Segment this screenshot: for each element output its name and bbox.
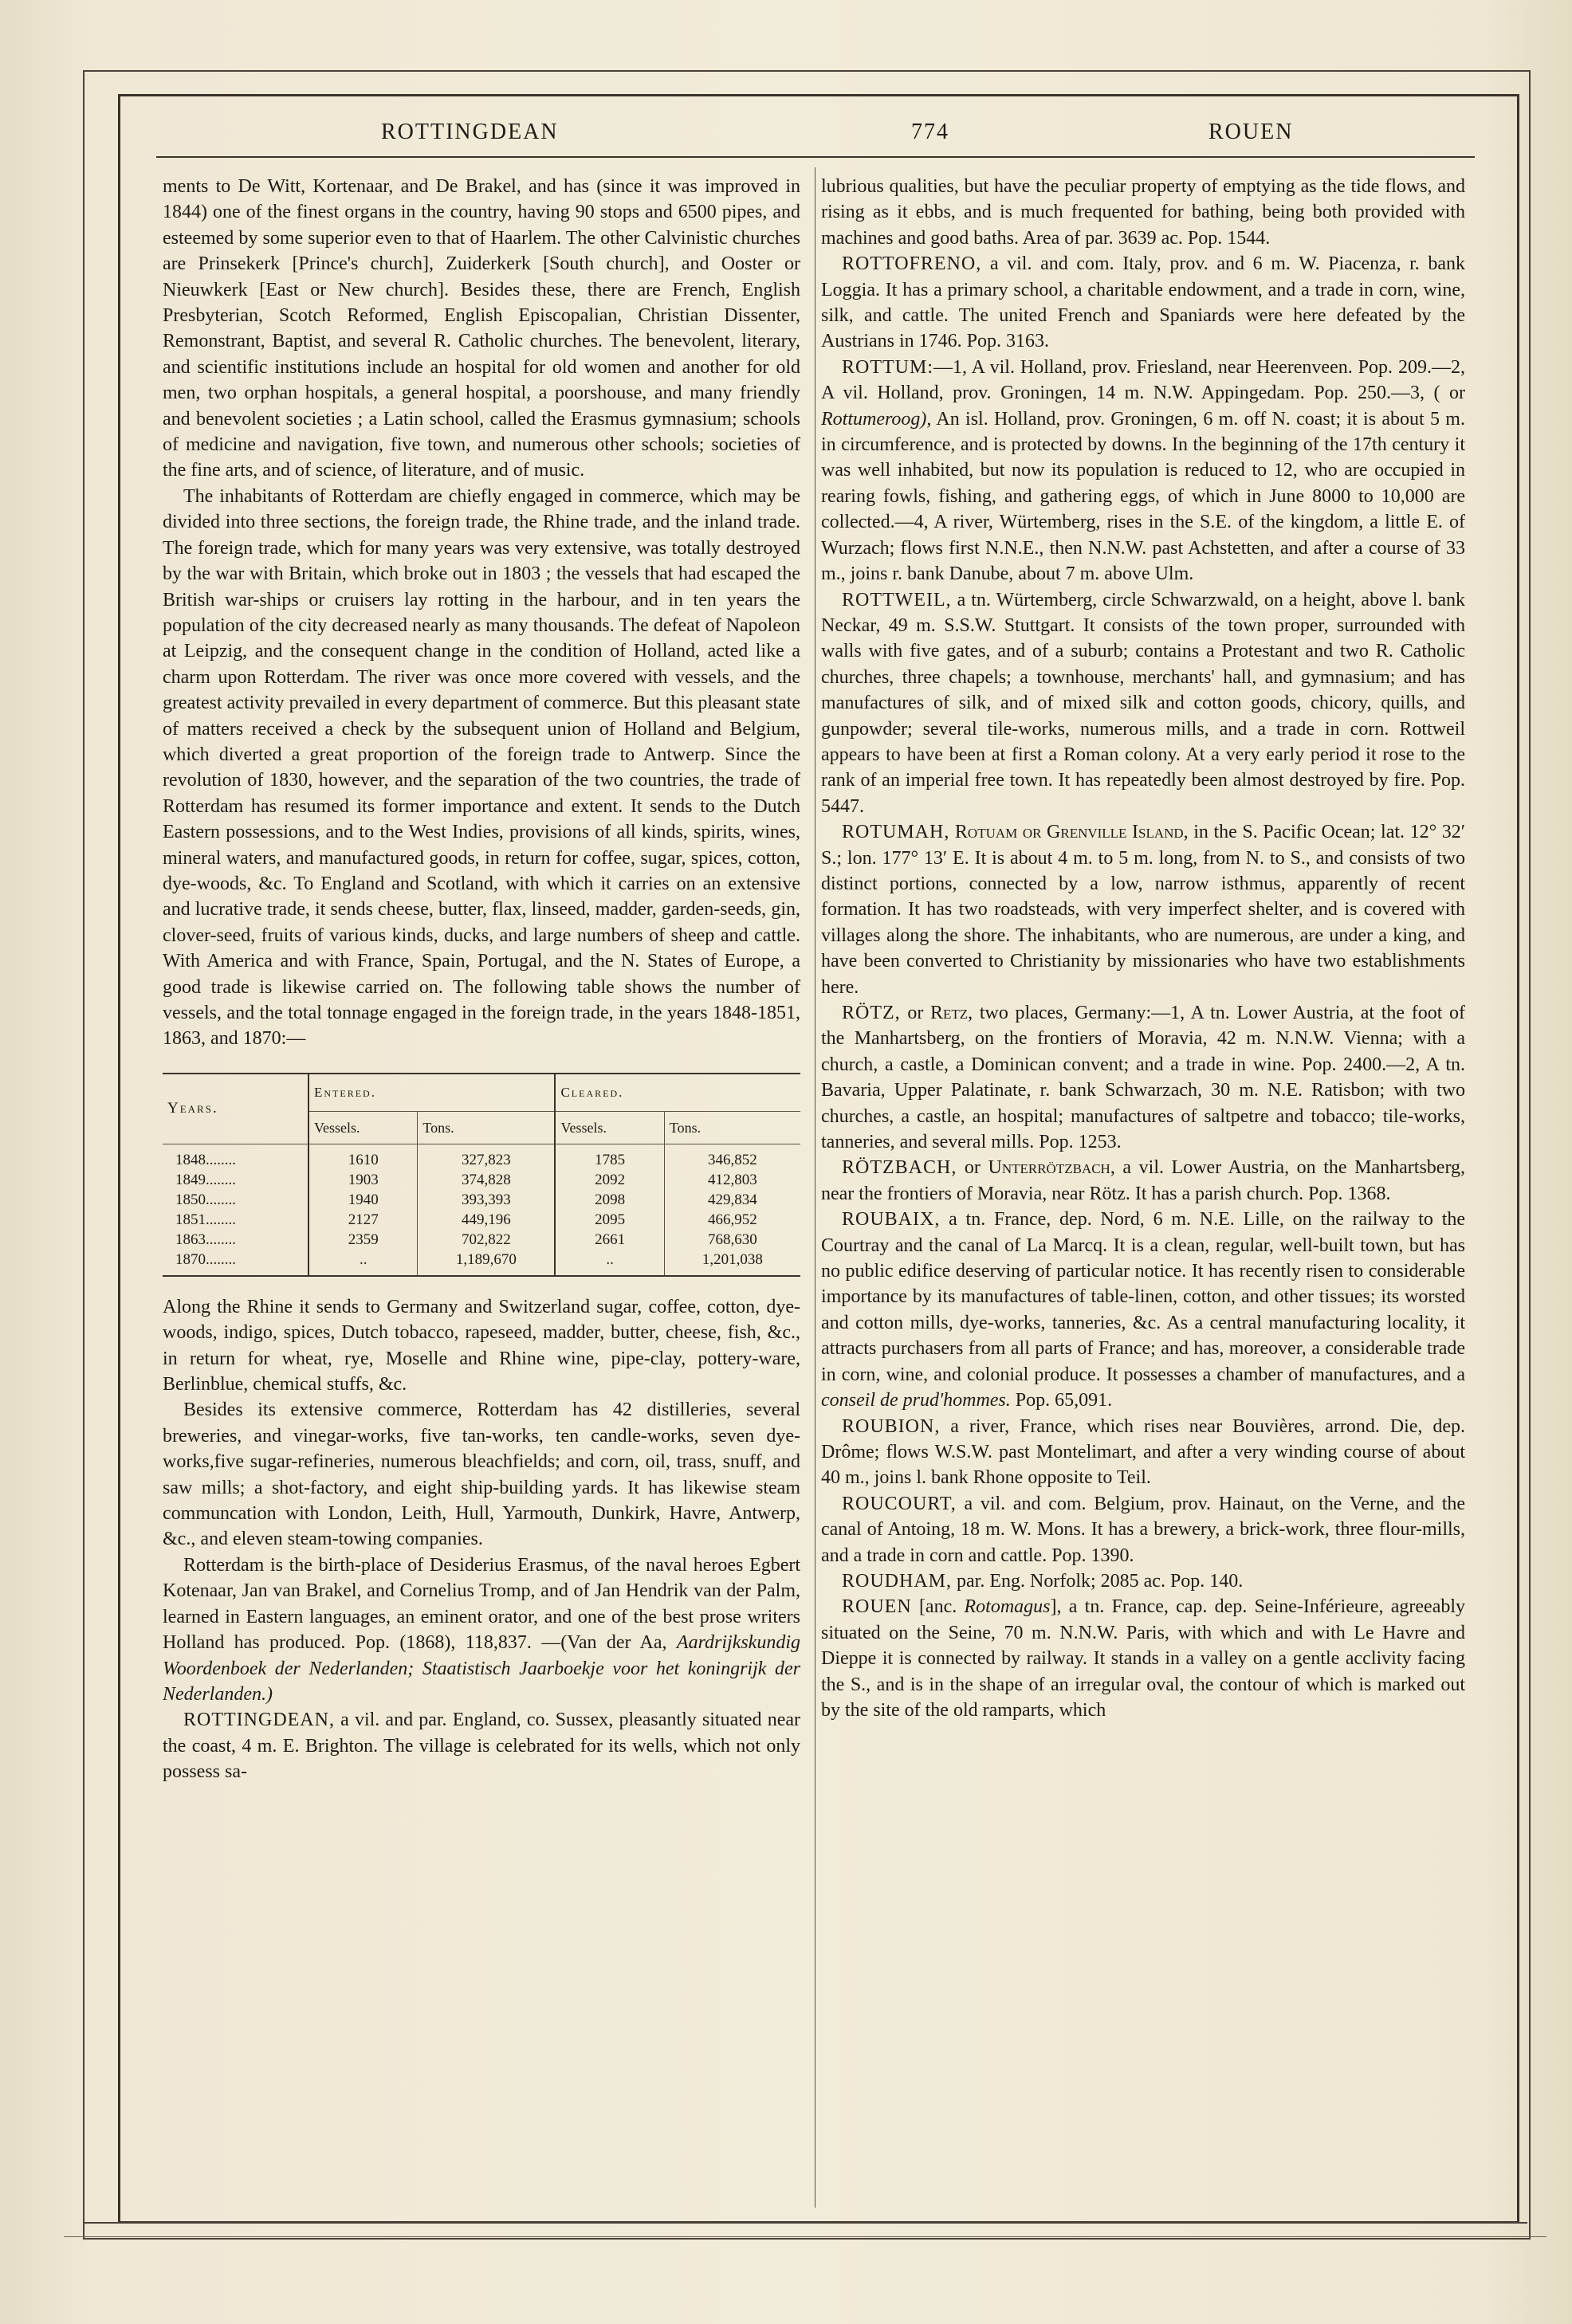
cleared-vessels-cell: 2098 — [555, 1191, 664, 1211]
entry-rotumah — [821, 819, 1465, 1000]
right-column — [821, 174, 1465, 1723]
table-row — [163, 1211, 800, 1231]
entry-text: a river, France, which rises near Bouvières, arrond. Die, dep. Drôme; flows W.S.W. past Montelimart, and after a very winding course of about 40 m., joins l. bank Rhone opposite to Teil. — [821, 1415, 1465, 1489]
entry-roubion — [821, 1414, 1465, 1491]
entry-rottum — [821, 355, 1465, 587]
entry-rotz — [821, 1000, 1465, 1155]
entry-small-caps: Rotuam or Grenville Island, — [954, 822, 1189, 843]
headword: ROUBION, — [842, 1415, 941, 1437]
paragraph-continuation: lubrious qualities, but have the peculiar property of emptying as the tide flows, and rising as it ebbs, and is much frequented for bathing, being both provided with machines and good baths. Area of par. 3639 ac. Pop. 1544. — [821, 176, 1465, 249]
entered-vessels-header: Vessels. — [309, 1111, 418, 1144]
entered-tons-cell: 449,196 — [418, 1211, 556, 1231]
cleared-tons-cell: 346,852 — [664, 1144, 800, 1171]
year-cell: 1850........ — [175, 1191, 236, 1209]
entry-text: ], a tn. France, cap. dep. Seine-Inférieure, agreeably situated on the Seine, 70 m. N.N.W. Paris, with which and with Le Havre and Dieppe it is connected by railway. It stands in a valley on a gentle acclivity facing the S., and is in the shape of an irregular oval, the contour of which is marked out by the site of the old ramparts, which — [821, 1596, 1466, 1721]
entry-text: —1, A vil. Holland, prov. Friesland, near Heerenveen. Pop. 209.—2, A vil. Holland, prov. Groningen, 14 m. N.W. Appingedam. Pop. 250.—3, ( or — [821, 356, 1465, 404]
entered-vessels-cell: 1940 — [309, 1191, 418, 1211]
entry-roucourt — [821, 1491, 1465, 1568]
entry-text: two places, Germany:—1, A tn. Lower Austria, at the foot of the Manhartsberg, on the frontiers of Moravia, 42 m. N.N.W. Vienna; with a church, a castle, a Dominican convent; and a trade in wine. Pop. 2400.—2, A tn. Bavaria, Upper Palatinate, r. bank Schwarzach, 30 m. N.E. Ratisbon; with two churches, a castle, an hospital; manufactures of saltpetre and tobacco; tile-works, tanneries, and several mills. Pop. 1253. — [821, 1003, 1466, 1153]
cleared-vessels-header: Vessels. — [555, 1111, 664, 1144]
cleared-vessels-cell: .. — [555, 1250, 664, 1276]
entered-vessels-cell: 1903 — [309, 1171, 418, 1191]
headword: ROTTOFRENO, — [842, 253, 982, 275]
cleared-tons-cell: 1,201,038 — [664, 1250, 800, 1276]
table-row — [163, 1191, 800, 1211]
paragraph-industry: Besides its extensive commerce, Rotterdam has 42 distilleries, several breweries, and vinegar-works, five tan-works, ten candle-works, seven dye-works,five sugar-refineries, numerous bleachfields; and corn, oil, trass, snuff, and saw mills; a shot-factory, and eight ship-building yards. It has likewise steam communcation with London, Leith, Hull, Yarmouth, Dunkirk, Havre, Antwerp, &c., and eleven steam-towing companies. — [163, 1400, 800, 1550]
years-header: Years. — [163, 1074, 309, 1144]
entry-text: in the S. Pacific Ocean; lat. 12° 32′ S.; lon. 177° 13′ E. It is about 4 m. to 5 m. long, from N. to S., and consists of two distinct portions, connected by a low, narrow isthmus, apparently of recent formation. It has two roadsteads, with very imperfect shelter, and is covered with villages along the shore. The inhabitants, who are numerous, are under a king, and have been converted to Christianity by missionaries who have two establishments here. — [821, 822, 1466, 998]
headword: ROUEN — [842, 1596, 912, 1618]
entry-small-caps: Retz, — [930, 1003, 973, 1023]
headword: ROUDHAM, — [842, 1570, 953, 1592]
entered-tons-cell: 1,189,670 — [418, 1250, 556, 1276]
cleared-tons-header: Tons. — [664, 1111, 800, 1144]
year-cell: 1848........ — [175, 1152, 236, 1169]
entered-vessels-cell: 1610 — [309, 1144, 418, 1171]
entry-text: a vil. and com. Italy, prov. and 6 m. W. Piacenza, r. bank Loggia. It has a primary school, a charitable endowment, and a trade in corn, wine, silk, and cattle. The united French and Spaniards were here defeated by the Austrians in 1746. Pop. 3163. — [821, 253, 1466, 352]
entered-tons-cell: 327,823 — [418, 1144, 556, 1171]
headword: ROTTWEIL, — [842, 589, 952, 610]
running-header — [118, 118, 1515, 153]
headword: RÖTZBACH, — [842, 1157, 957, 1179]
header-right-word: ROUEN — [1208, 120, 1294, 144]
entry-italic: conseil de prud'hommes. — [821, 1390, 1011, 1411]
entered-tons-cell: 702,822 — [418, 1231, 556, 1250]
entry-or: or — [964, 1157, 981, 1179]
trade-table — [163, 1073, 800, 1277]
entry-text: a vil. and com. Belgium, prov. Hainaut, on the Verne, and the canal of Antoing, 18 m. W. Mons. It has a brewery, a brick-work, three flour-mills, and a trade in corn and cattle. Pop. 1390. — [821, 1493, 1466, 1566]
entry-roubaix — [821, 1207, 1465, 1413]
left-column — [163, 174, 800, 1785]
cleared-vessels-cell: 2092 — [555, 1171, 664, 1191]
cleared-tons-cell: 466,952 — [664, 1211, 800, 1231]
entered-header: Entered. — [309, 1074, 555, 1112]
headword: ROUBAIX, — [842, 1209, 941, 1231]
entered-vessels-cell: 2359 — [309, 1231, 418, 1250]
headword: RÖTZ, — [842, 1003, 901, 1023]
page-number: 774 — [911, 120, 949, 144]
year-cell: 1849........ — [175, 1172, 236, 1189]
headword: ROTTINGDEAN, — [183, 1710, 335, 1731]
headword: ROUCOURT, — [842, 1493, 957, 1514]
entry-rotzbach — [821, 1155, 1465, 1207]
entered-vessels-cell: 2127 — [309, 1211, 418, 1231]
citation-italic: Aardrijkskundig Woordenboek der Nederlanden; Staatistisch Jaarboekje voor het koningrijk der Nederlanden.) — [163, 1632, 801, 1705]
entered-vessels-cell: .. — [309, 1250, 418, 1276]
entry-roudham — [821, 1568, 1465, 1594]
cleared-vessels-cell: 1785 — [555, 1144, 664, 1171]
bottom-rule — [83, 2222, 1527, 2224]
entry-text: a vil. Lower Austria, on the Manhartsberg, near the frontiers of Moravia, near Rötz. It has a parish church. Pop. 1368. — [821, 1157, 1465, 1204]
entry-text: Pop. 65,091. — [1015, 1390, 1113, 1411]
entry-text: An isl. Holland, prov. Groningen, 6 m. off N. coast; it is about 5 m. in circumference, and is protected by downs. In the beginning of the 17th century it was well inhabited, but now its population is reduced to 12, who are occupied in rearing fowls, fishing, and gathering eggs, of which in June 8000 to 10,000 are collected.—4, A river, Würtemberg, rises in the S.E. of the kingdom, a little E. of Wurzach; flows first N.N.E., then N.N.W. past Achstetten, and after a course of 33 m., joins r. bank Danube, about 7 m. above Ulm. — [821, 408, 1465, 585]
header-left-word: ROTTINGDEAN — [381, 120, 559, 144]
paragraph-rhine-trade: Along the Rhine it sends to Germany and Switzerland sugar, coffee, cotton, dye-woods, indigo, spices, Dutch tobacco, rapeseed, madder, butter, cheese, fish, &c., in return for wheat, rye, Moselle and Rhine wine, pipe-clay, pottery-ware, Berlinblue, chemical stuffs, &c. — [163, 1296, 800, 1396]
entry-or: or — [907, 1003, 924, 1023]
entry-text: a vil. and par. England, co. Sussex, pleasantly situated near the coast, 4 m. E. Brighton. The village is celebrated for its wells, which not only possess sa- — [163, 1710, 800, 1783]
entry-bracket: [anc. — [918, 1596, 957, 1618]
cleared-tons-cell: 429,834 — [664, 1191, 800, 1211]
headword: ROTUMAH, — [842, 822, 950, 843]
entry-italic: Rotomagus — [964, 1596, 1051, 1618]
paragraph-churches: ments to De Witt, Kortenaar, and De Brakel, and has (since it was improved in 1844) one of the finest organs in the country, having 90 stops and 6500 pipes, and esteemed by some superior even to that of Haarlem. The other Calvinistic churches are Prinsekerk [Prince's church], Zuiderkerk [South church], and Ooster or Nieuwkerk [East or New church]. Besides these, there are French, English Presbyterian, Scotch Reformed, English Episcopalian, Christian Dissenter, Remonstrant, Baptist, and several R. Catholic churches. The benevolent, literary, and scientific institutions include an hospital for old women and another for old men, two orphan hospitals, a general hospital, a poorshouse, and many friendly and benevolent societies ; a Latin school, called the Erasmus gymnasium; schools of medicine and navigation, five town, and numerous other schools; societies of the fine arts, and of science, of literature, and of music. — [163, 176, 800, 481]
table-row — [163, 1250, 800, 1276]
cleared-header: Cleared. — [555, 1074, 800, 1112]
entered-tons-cell: 393,393 — [418, 1191, 556, 1211]
cleared-vessels-cell: 2095 — [555, 1211, 664, 1231]
table-row — [163, 1144, 800, 1171]
entered-tons-header: Tons. — [418, 1111, 556, 1144]
birthplace-text: Rotterdam is the birth-place of Desiderius Erasmus, of the naval heroes Egbert Kotenaar, Jan van Brakel, and Cornelius Tromp, and of Jan Hendrik van der Palm, learned in Eastern languages, an eminent orator, and one of the best prose writers Holland has produced. Pop. (1868), 118,837. —(Van der Aa, — [163, 1554, 800, 1654]
entry-italic: Rottumeroog), — [821, 408, 932, 430]
entry-rottweil — [821, 587, 1465, 820]
table-row — [163, 1171, 800, 1191]
year-cell: 1851........ — [175, 1211, 236, 1229]
cleared-tons-cell: 768,630 — [664, 1231, 800, 1250]
entered-tons-cell: 374,828 — [418, 1171, 556, 1191]
header-rule — [156, 156, 1475, 158]
cleared-vessels-cell: 2661 — [555, 1231, 664, 1250]
entry-text: par. Eng. Norfolk; 2085 ac. Pop. 140. — [957, 1570, 1244, 1592]
entry-text: a tn. France, dep. Nord, 6 m. N.E. Lille, on the railway to the Courtray and the canal of La Marcq. It is a clean, regular, well-built town, but has no public edifice deserving of particular notice. It has recently risen to considerable importance by its manufactures of table-linen, cotton, and other tissues; its worsted and cotton mills, dye-works, tanneries, &c. As a central manufacturing locality, it attracts purchasers from all parts of France; and has, moreover, a considerable trade in corn, wine, and colonial produce. It possesses a chamber of manufactures, and a — [821, 1209, 1466, 1385]
headword: ROTTUM: — [842, 356, 933, 378]
bottom-rule-lower — [64, 2236, 1546, 2237]
entry-text: a tn. Würtemberg, circle Schwarzwald, on a height, above l. bank Neckar, 49 m. S.S.W. Stuttgart. It consists of the town proper, surrounded with walls with five gates, and of a suburb; contains a Protestant and two R. Catholic churches, three chapels; a townhouse, merchants' hall, and gymnasium; and has manufactures of silk, and of mixed silk and cotton goods, chicory, quills, and gunpowder; several tile-works, numerous mills, and a trade in corn. Rottweil appears to have been at first a Roman colony. At a very early period it rose to the rank of an imperial free town. It has repeatedly been almost destroyed by fire. Pop. 5447. — [821, 589, 1466, 817]
cleared-tons-cell: 412,803 — [664, 1171, 800, 1191]
paragraph-commerce: The inhabitants of Rotterdam are chiefly engaged in commerce, which may be divided into three sections, the foreign trade, the Rhine trade, and the inland trade. The foreign trade, which for many years was very extensive, was totally destroyed by the war with Britain, which broke out in 1803 ; the vessels that had escaped the British war-ships or cruisers lay rotting in the harbour, and in ten years the population of the city decreased nearly as many thousands. The defeat of Napoleon at Leipzig, and the consequent change in the condition of Holland, acted like a charm upon Rotterdam. The river was once more covered with vessels, and the greatest activity prevailed in every department of commerce. But this pleasant state of matters received a check by the subsequent union of Holland and Belgium, which diverted a great proportion of the foreign trade to Antwerp. Since the revolution of 1830, however, and the separation of the two countries, the trade of Rotterdam has resumed its former importance and extent. It sends to the Dutch Eastern possessions, and to the West Indies, provisions of all kinds, spirits, wines, mineral waters, and manufactured goods, in return for coffee, sugar, spices, cotton, dye-woods, &c. To England and Scotland, with which it carries on an extensive and lucrative trade, it sends cheese, butter, flax, linseed, madder, garden-seeds, gin, clover-seed, fruits of various kinds, ducks, and large numbers of sheep and cattle. With America and with France, Spain, Portugal, and the N. States of Europe, a good trade is likewise carried on. The following table shows the number of vessels, and the total tonnage engaged in the foreign trade, in the years 1848-1851, 1863, and 1870:— — [163, 485, 800, 1050]
year-cell: 1870........ — [163, 1250, 309, 1276]
entry-rouen — [821, 1594, 1465, 1723]
table-row — [163, 1231, 800, 1250]
year-cell: 1863........ — [175, 1231, 236, 1249]
paragraph-birthplace — [163, 1553, 800, 1707]
entry-rottingdean — [163, 1707, 800, 1784]
entry-small-caps: Unterrötzbach, — [988, 1157, 1115, 1179]
entry-rottofreno — [821, 251, 1465, 355]
